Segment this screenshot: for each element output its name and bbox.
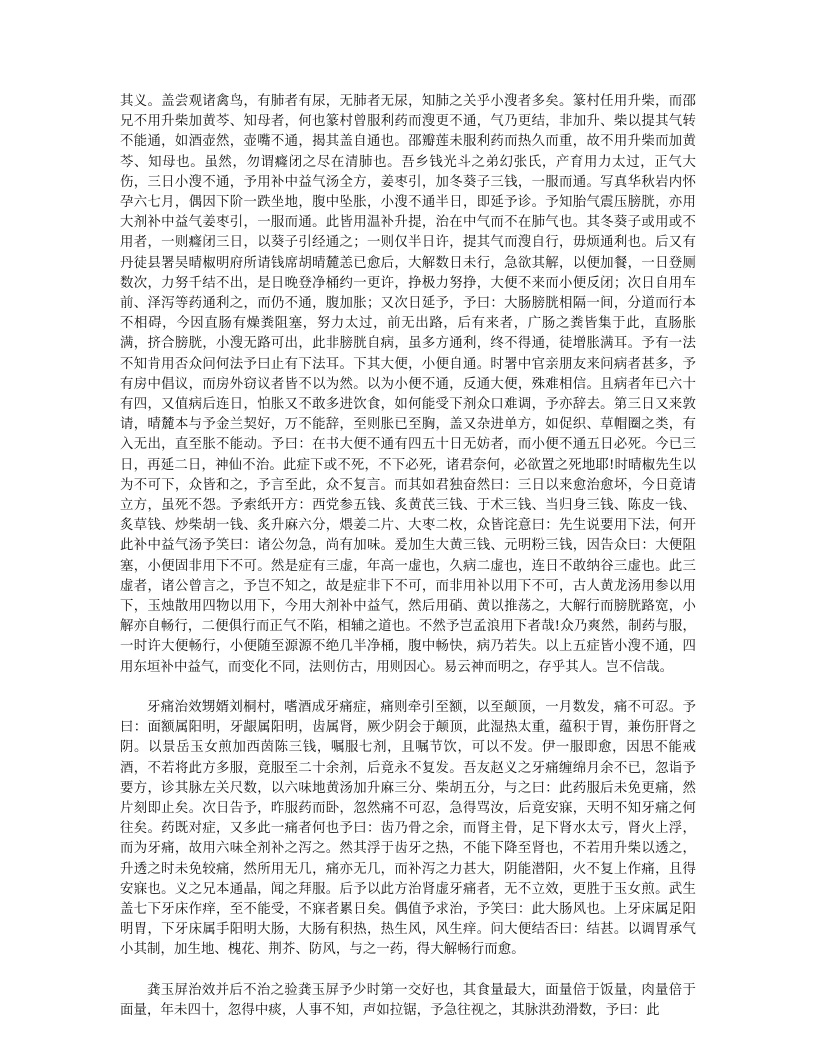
paragraph-gap <box>120 961 696 981</box>
document-body <box>120 92 696 1021</box>
paragraph-toothache-case: 牙痛治效甥婿刘桐村，嗜酒成牙痛症，痛则牵引至额，以至颠顶，一月数发，痛不可忍。予曰：面额属阳明，牙龈属阳明，齿属肾，厥少阴会于颠顶，此湿热太重，蕴积于胃，兼伤肝肾之阴。以景岳玉女煎加西茵陈三钱，嘱服七剂，且嘱节饮，可以不发。伊一服即愈，因思不能戒酒，不若将此方多服，竟服至二十余剂，后竟永不复发。吾友赵义之牙痛缠绵月余不已，忽诣予要方，诊其脉左关尺数，以六味地黄汤加升麻三分、柴胡五分，与之曰：此药服后未免更痛，然片刻即止矣。次日告予，昨服药而卧，忽然痛不可忍，急得骂汝，后竟安寐，天明不知牙痛之何往矣。药既对症，又多此一痛者何也予曰：齿乃骨之余，而肾主骨，足下肾水太亏，肾火上浮，而为牙痛，故用六味全剂补之泻之。然其浮于齿牙之热，不能下降至肾也，不若用升柴以透之，升透之时未免较痛，然所用无几，痛亦无几，而补泻之力甚大，阴能潜阳，火不复上作痛，且得安寐也。义之兄本通晶，闻之拜服。后予以此方治肾虚牙痛者，无不立效，更胜于玉女煎。武生盖七下牙床作痒，至不能受，不寐者累日矣。偶值予求治，予笑曰：此大肠风也。上牙床属足阳明胃，下牙床属手阳明大肠，大肠有积热，热生风，风生痒。问大便结否曰：结甚。以调胃承气小其制，加生地、槐花、荆芥、防风，与之一药，得大解畅行而愈。 <box>120 699 696 958</box>
paragraph-continuation: 其义。盖尝观诸禽鸟，有肺者有尿，无肺者无尿，知肺之关乎小溲者多矣。篆村任用升柴，而邵兄不用升柴加黄芩、知母者，何也篆村曾服利药而溲更不通，气乃更结，非加升、柴以提其气转不能通，如酒壶然，壶嘴不通，揭其盖自通也。邵瓣莲未服利药而热久而重，故不用升柴而加黄芩、知母也。虽然，勿谓癃闭之尽在清肺也。吾乡钱光斗之弟幻张氏，产育用力太过，正气大伤，三日小溲不通，予用补中益气汤全方，姜枣引，加冬葵子三钱，一服而通。写真华秋岩内怀孕六七月，偶因下阶一跌坐地，腹中坠胀，小溲不通半日，即延予诊。予知胎气震压膀胱，亦用大剂补中益气姜枣引，一服而通。此皆用温补升提，治在中气而不在肺气也。其冬葵子或用或不用者，一则癃闭三日，以葵子引经通之；一则仅半日许，提其气而溲自行，毋烦通利也。后又有丹徒县署吴晴椒明府所请钱席胡晴麓恙已愈后，大解数日未行，急欲其解，以便加餐，一日登厕数次，力努千结不出，是日晚登净桶约一更许，挣极力努挣，大便不来而小便反闭；次日自用车前、泽泻等药通利之，而仍不通，腹加胀；又次日延予，予曰：大肠膀胱相隔一间，分道而行本不相碍，今因直肠有燥粪阻塞，努力太过，前无出路，后有来者，广肠之粪皆集于此，直肠胀满，挤合膀胱，小溲无路可出，此非膀胱自病，虽多方通利，终不得通，徒增胀满耳。予有一法不知肯用否众问何法予曰止有下法耳。下其大便，小便自通。时署中官亲朋友来问病者甚多，予有房中倡议，而房外窃议者皆不以为然。以为小便不通，反通大便，殊难相信。且病者年已六十有四，又值病后连日，怕胀又不敢多进饮食，如何能受下剂众口难调，予亦辞去。第三日又来敦请，晴麓本与予金兰契好，万不能辞，至则胀已至胸，盖又杂进单方，如促织、草帽圈之类，有入无出，直至胀不能动。予曰：在书大便不通有四五十日无妨者，而小便不通五日必死。今已三日，再延二日，神仙不治。此症下或不死，不下必死，诸君奈何，必欲置之死地耶!时晴椒先生以为不可下，众皆和之，予言至此，众不复言。而其如君独奋然曰：三日以来愈治愈坏，今日竟请立方，虽死不怨。予索纸开方：西党参五钱、炙黄芪三钱、于术三钱、当归身三钱、陈皮一钱、炙草钱、炒柴胡一钱、炙升麻六分，煨姜二片、大枣二枚，众皆诧意曰：先生说要用下法，何开此补中益气汤予笑曰：诸公勿急，尚有加味。爰加生大黄三钱、元明粉三钱，因告众曰：大便阻塞，小便固非用下不可。然是症有三虚，年高一虚也，久病二虚也，连日不敢纳谷三虚也。此三虚者，诸公曾言之，予岂不知之，故是症非下不可，而非用补以用下不可，古人黄龙汤用参以用下，玉烛散用四物以用下，今用大剂补中益气，然后用硝、黄以推荡之，大解行而膀胱路宽，小解亦自畅行，二便俱行而正气不陷，相辅之道也。不然予岂孟浪用下者哉!众乃爽然，制药与服，一时许大便畅行，小便随至源源不绝几半净桶，腹中畅快，病乃若失。以上五症皆小溲不通，四用东垣补中益气，而变化不同，法则仿古，用则因心。易云神而明之，存乎其人。岂不信哉。 <box>120 94 696 675</box>
paragraph-gong-yuping-case: 龚玉屏治效并后不治之验龚玉屏予少时第一交好也，其食量最大，面量倍于饭量，肉量倍于面量，年未四十，忽得中痰，人事不知，声如拉锯，予急往视之，其脉洪劲滑数，予曰：此 <box>120 982 696 1018</box>
paragraph-gap <box>120 678 696 698</box>
